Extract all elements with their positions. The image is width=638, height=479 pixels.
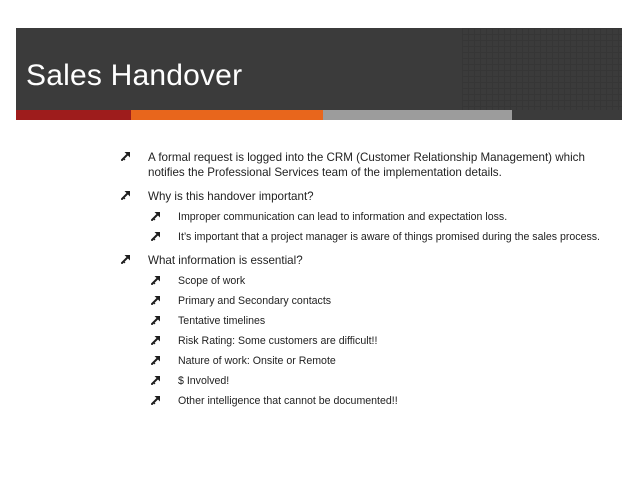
bullet-text: A formal request is logged into the CRM (Customer Relationship Management) which notifies the Professional Services team of the implementation details.	[148, 151, 585, 179]
arrow-up-right-icon	[120, 150, 134, 164]
arrow-up-right-icon	[150, 374, 164, 388]
sub-bullet-text: Tentative timelines	[178, 315, 266, 327]
arrow-up-right-icon	[150, 230, 164, 244]
sub-bullet-list	[148, 274, 608, 408]
sub-bullet-text: Other intelligence that cannot be documented!!	[178, 395, 398, 407]
bullet-item	[118, 150, 608, 180]
bullet-item	[118, 189, 608, 244]
sub-bullet-item	[148, 294, 608, 308]
sub-bullet-text: It’s important that a project manager is aware of things promised during the sales process.	[178, 231, 601, 243]
sub-bullet-text: Improper communication can lead to information and expectation loss.	[178, 211, 508, 223]
title-bar	[16, 28, 622, 110]
header-pattern	[462, 28, 622, 110]
sub-bullet-item	[148, 334, 608, 348]
bullet-text: Why is this handover important?	[148, 190, 314, 203]
arrow-up-right-icon	[120, 253, 134, 267]
arrow-up-right-icon	[150, 274, 164, 288]
sub-bullet-item	[148, 274, 608, 288]
arrow-up-right-icon	[150, 354, 164, 368]
slide-title: Sales Handover	[26, 59, 243, 92]
bullet-text: What information is essential?	[148, 254, 303, 267]
sub-bullet-item	[148, 314, 608, 328]
arrow-up-right-icon	[150, 294, 164, 308]
arrow-up-right-icon	[150, 334, 164, 348]
arrow-up-right-icon	[150, 314, 164, 328]
sub-bullet-item	[148, 230, 608, 244]
accent-red	[16, 110, 131, 120]
arrow-up-right-icon	[120, 189, 134, 203]
accent-gray	[323, 110, 512, 120]
sub-bullet-item	[148, 354, 608, 368]
sub-bullet-item	[148, 394, 608, 408]
sub-bullet-text: Risk Rating: Some customers are difficult!!	[178, 335, 378, 347]
bullet-list	[118, 150, 608, 417]
sub-bullet-text: Primary and Secondary contacts	[178, 295, 332, 307]
sub-bullet-text: Scope of work	[178, 275, 246, 287]
bullet-item	[118, 253, 608, 408]
accent-bar	[16, 110, 622, 120]
sub-bullet-item	[148, 374, 608, 388]
sub-bullet-text: $ Involved!	[178, 375, 230, 387]
sub-bullet-list	[148, 210, 608, 244]
sub-bullet-text: Nature of work: Onsite or Remote	[178, 355, 336, 367]
sub-bullet-item	[148, 210, 608, 224]
accent-orange	[131, 110, 323, 120]
arrow-up-right-icon	[150, 394, 164, 408]
accent-dark	[512, 110, 622, 120]
arrow-up-right-icon	[150, 210, 164, 224]
